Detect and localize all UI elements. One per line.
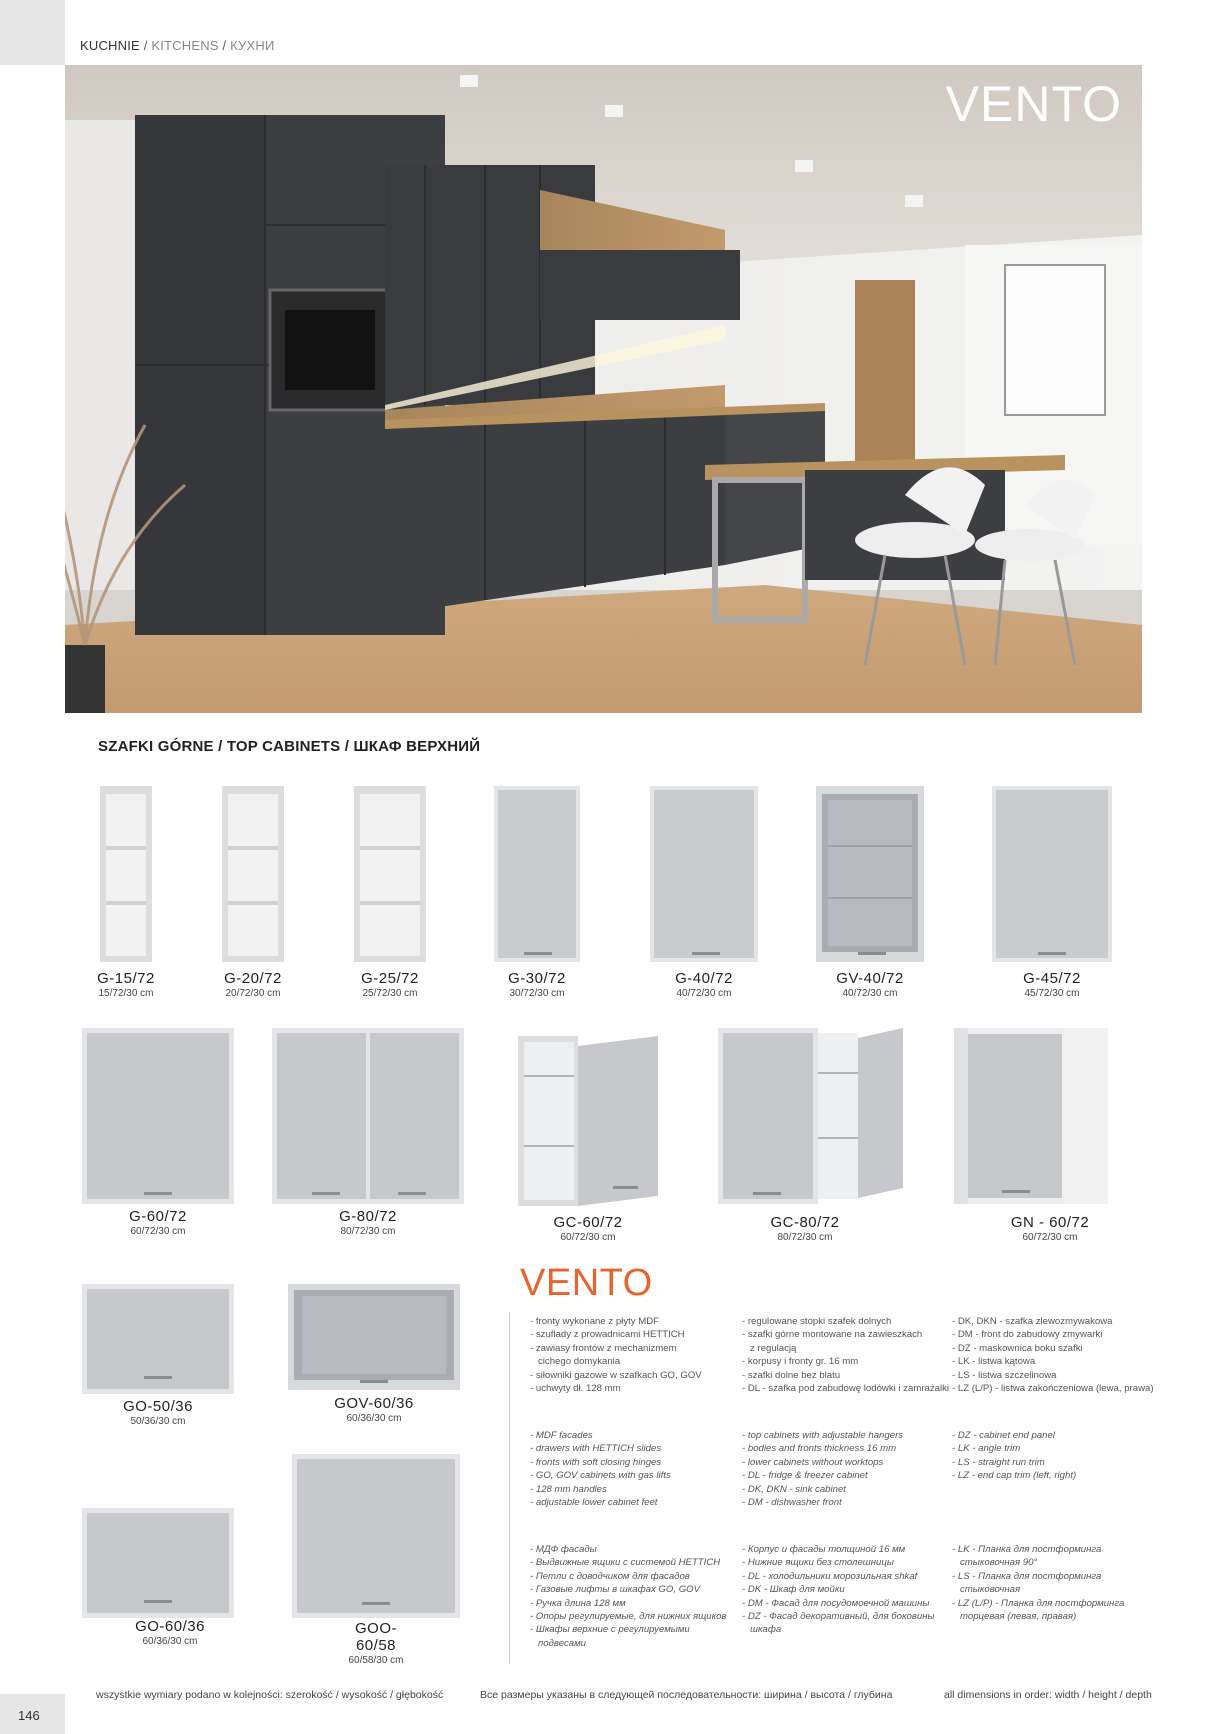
cabinet-go-60-36 [82, 1508, 234, 1618]
spec-line: - uchwyty dł. 128 mm [530, 1383, 621, 1395]
product-code: GOO-60/58 [355, 1620, 397, 1654]
spec-line: - fronty wykonane z płyty MDF [530, 1316, 660, 1327]
spec-line: - MDF facades [530, 1430, 593, 1441]
product-dims: 60/72/30 cm [560, 1232, 616, 1243]
spec-line: - 128 mm handles [530, 1483, 607, 1495]
product-dims: 45/72/30 cm [1024, 988, 1080, 999]
spec-line: - LS - Планка для постформинга [952, 1570, 1102, 1582]
product-dims: 30/72/30 cm [509, 988, 565, 999]
spec-line: - lower cabinets without worktops [742, 1456, 884, 1468]
spec-line: - zawiasy frontów z mechanizmem [530, 1342, 677, 1354]
breadcrumb-en: KITCHENS [151, 38, 219, 53]
spec-line: - Выдвижные ящики с системой HETTICH [530, 1557, 721, 1569]
cabinet-gv-40-72 [816, 786, 924, 962]
product-g-30-72 [497, 970, 577, 999]
product-code: G-45/72 [1023, 970, 1081, 987]
spec-line: шкафа [750, 1624, 782, 1636]
product-dims: 80/72/30 cm [340, 1226, 396, 1237]
specs-en-col1 [530, 1429, 671, 1509]
specs-pl-col2 [742, 1315, 949, 1395]
product-g-25-72 [350, 970, 430, 999]
spec-line: - regulowane stopki szafek dolnych [742, 1316, 892, 1327]
spec-line: - korpusy i fronty gr. 16 mm [742, 1356, 859, 1368]
product-dims: 20/72/30 cm [225, 988, 281, 999]
spec-line: - Газовые лифты в шкафах GO, GOV [530, 1584, 701, 1596]
product-g-45-72 [1012, 970, 1092, 999]
section-title: SZAFKI GÓRNE / TOP CABINETS / ШКАФ ВЕРХНИЙ [98, 738, 481, 755]
spec-line: стыковочная [960, 1584, 1021, 1596]
product-gc-60-72 [548, 1214, 628, 1243]
product-g-20-72 [213, 970, 293, 999]
vento-title: VENTO [520, 1262, 653, 1304]
spec-line: - Нижние ящики без столешницы [742, 1557, 894, 1569]
product-code: G-20/72 [224, 970, 282, 987]
spec-line: подвесами [538, 1637, 586, 1649]
product-dims: 60/36/30 cm [142, 1636, 198, 1647]
spec-line: cichego domykania [538, 1356, 621, 1368]
product-gov-60-36 [334, 1395, 414, 1424]
spec-line: - DM - Фасад для посудомоечной машины [742, 1597, 930, 1609]
footer-note-en: all dimensions in order: width / height / depth [944, 1689, 1152, 1701]
spec-line: торцевая (левая, правая) [960, 1611, 1077, 1623]
spec-line: - Петли с доводчиком для фасадов [530, 1570, 690, 1582]
specs-en-col2 [742, 1429, 903, 1509]
product-dims: 25/72/30 cm [362, 988, 418, 999]
spec-line: - DZ - cabinet end panel [952, 1430, 1055, 1441]
spec-line: - siłowniki gazowe w szafkach GO, GOV [530, 1369, 702, 1381]
spec-line: - LK - angle trim [952, 1443, 1021, 1455]
spec-line: - fronts with soft closing hinges [530, 1456, 662, 1468]
spec-line: - bodies and fronts thickness 16 mm [742, 1443, 897, 1455]
specs-pl-col3 [952, 1315, 1154, 1395]
product-code: G-25/72 [361, 970, 419, 987]
product-dims: 60/36/30 cm [346, 1413, 402, 1424]
product-dims: 60/58/30 cm [348, 1655, 404, 1666]
product-code: G-60/72 [129, 1208, 187, 1225]
spec-line: - LZ - end cap trim (left, right) [952, 1470, 1077, 1482]
spec-line: - DM - dishwasher front [742, 1497, 842, 1509]
spec-line: - Опоры регулируемые, для нижних ящиков [530, 1611, 727, 1623]
cabinet-g-25-72 [354, 786, 426, 962]
spec-line: - DM - front do zabudowy zmywarki [952, 1329, 1103, 1341]
cabinet-g-80-72 [272, 1028, 464, 1204]
spec-line: - DZ - maskownica boku szafki [952, 1342, 1083, 1354]
spec-line: - LK - Планка для постформинга [952, 1544, 1102, 1555]
cabinet-gn-60-72 [954, 1028, 1108, 1204]
product-gc-80-72 [765, 1214, 845, 1243]
product-code: G-15/72 [97, 970, 155, 987]
breadcrumb-separator: / [222, 38, 227, 53]
product-dims: 80/72/30 cm [777, 1232, 833, 1243]
cabinet-gc-60-72 [518, 1036, 664, 1206]
product-dims: 50/36/30 cm [130, 1416, 186, 1427]
divider [509, 1312, 510, 1664]
spec-line: - DZ - Фасад декоративный, для боковины [742, 1611, 935, 1623]
spec-line: - Корпус и фасады толщиной 16 мм [742, 1544, 906, 1555]
product-g-40-72 [664, 970, 744, 999]
product-code: G-40/72 [675, 970, 733, 987]
spec-line: - top cabinets with adjustable hangers [742, 1430, 904, 1441]
spec-line: - szuflady z prowadnicami HETTICH [530, 1329, 685, 1341]
product-code: GO-50/36 [123, 1398, 193, 1415]
hero-brand: VENTO [945, 76, 1122, 132]
specs-pl-col1 [530, 1315, 702, 1395]
page-number: 146 [18, 1708, 40, 1723]
footer-note-pl: wszystkie wymiary podano w kolejności: szerokość / wysokość / głębokość [96, 1689, 444, 1701]
spec-line: - Ручка длина 128 мм [530, 1597, 626, 1609]
cabinet-g-40-72 [650, 786, 758, 962]
product-code: GC-60/72 [553, 1214, 623, 1231]
corner-tab [0, 0, 65, 65]
cabinet-go-50-36 [82, 1284, 234, 1394]
product-code: GO-60/36 [135, 1618, 205, 1635]
spec-line: - LS - straight run trim [952, 1456, 1045, 1468]
kitchen-photo [65, 65, 1142, 713]
spec-line: - МДФ фасады [530, 1544, 597, 1555]
product-code: GOV-60/36 [334, 1395, 414, 1412]
product-dims: 40/72/30 cm [842, 988, 898, 999]
breadcrumb-pl: KUCHNIE [80, 38, 140, 53]
footer-note-ru: Все размеры указаны в следующей последовательности: ширина / высота / глубина [480, 1689, 893, 1701]
cabinet-g-60-72 [82, 1028, 234, 1204]
product-goo-60-58 [336, 1620, 416, 1666]
spec-line: - LS - listwa szczelinowa [952, 1369, 1057, 1381]
specs-ru-col2 [742, 1543, 935, 1637]
specs-en-col3 [952, 1429, 1076, 1483]
product-go-60-36 [130, 1618, 210, 1647]
spec-line: - szafki górne montowane na zawieszkach [742, 1329, 923, 1341]
spec-line: стыковочная 90° [960, 1557, 1038, 1569]
spec-line: z regulacją [750, 1342, 797, 1354]
specs-ru-col3 [952, 1543, 1124, 1623]
breadcrumb [80, 38, 275, 53]
cabinet-gov-60-36 [288, 1284, 460, 1390]
cabinet-g-45-72 [992, 786, 1112, 962]
product-code: GN - 60/72 [1010, 1214, 1090, 1231]
spec-line: - DL - fridge & freezer cabinet [742, 1470, 868, 1482]
kitchen-illustration [65, 65, 1142, 713]
product-code: G-30/72 [508, 970, 566, 987]
product-dims: 60/72/30 cm [1022, 1232, 1078, 1243]
breadcrumb-separator: / [143, 38, 148, 53]
spec-line: - DK, DKN - sink cabinet [742, 1483, 846, 1495]
product-gn-60-72 [990, 1214, 1110, 1243]
cabinet-g-20-72 [222, 786, 284, 962]
product-gv-40-72 [830, 970, 910, 999]
spec-line: - LK - listwa kątowa [952, 1356, 1036, 1368]
product-code: GV-40/72 [836, 970, 904, 987]
cabinet-gc-80-72 [718, 1028, 908, 1204]
spec-line: - LZ (L/P) - Планка для постформинга [952, 1597, 1125, 1609]
product-code: G-80/72 [339, 1208, 397, 1225]
spec-line: - DK - Шкаф для мойки [742, 1584, 845, 1596]
product-dims: 60/72/30 cm [130, 1226, 186, 1237]
spec-line: - DL - холодильники морозильная shkaf [742, 1570, 918, 1582]
spec-line: - adjustable lower cabinet feet [530, 1497, 658, 1509]
product-g-15-72 [86, 970, 166, 999]
spec-line: - szafki dolne bez blatu [742, 1369, 841, 1381]
spec-line: - LZ (L/P) - listwa zakończeniowa (lewa, prawa) [952, 1383, 1154, 1395]
spec-line: - drawers with HETTICH slides [530, 1443, 662, 1455]
product-g-60-72 [118, 1208, 198, 1237]
spec-line: - GO, GOV cabinets with gas lifts [530, 1470, 671, 1482]
product-dims: 40/72/30 cm [676, 988, 732, 999]
product-code: GC-80/72 [770, 1214, 840, 1231]
product-g-80-72 [328, 1208, 408, 1237]
cabinet-goo-60-58 [292, 1454, 460, 1618]
spec-line: - DK, DKN - szafka zlewozmywakowa [952, 1316, 1113, 1327]
cabinet-g-30-72 [494, 786, 580, 962]
product-dims: 15/72/30 cm [98, 988, 154, 999]
cabinet-g-15-72 [100, 786, 152, 962]
product-go-50-36 [118, 1398, 198, 1427]
spec-line: - DL - szafka pod zabudowę lodówki i zamrażalki [742, 1383, 950, 1395]
breadcrumb-ru: КУХНИ [230, 38, 275, 53]
specs-ru-col1 [530, 1543, 726, 1650]
spec-line: - Шкафы верхние с регулируемыми [530, 1624, 690, 1636]
